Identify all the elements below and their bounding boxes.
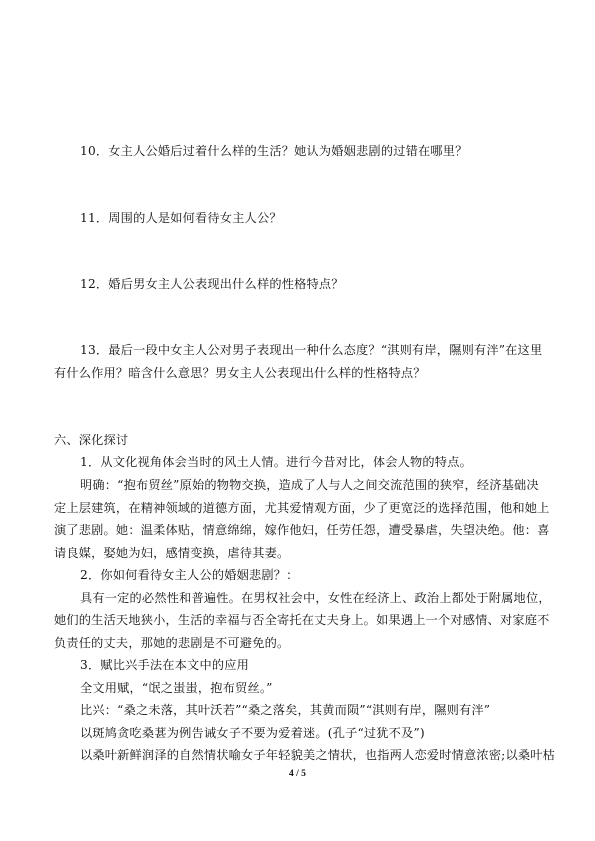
topic-3-line: 全文用赋，“氓之蚩蚩，抱布贸丝。” (80, 681, 273, 695)
topic-3-line: 比兴：“桑之未落，其叶沃若”“桑之落矣，其黄而陨”“淇则有岸，隰则有泮” (80, 703, 491, 717)
question-11: 11．周围的人是如何看待女主人公？ (80, 211, 282, 225)
topic-2-line: 负责任的丈夫，那她的悲剧是不可避免的。 (54, 636, 290, 650)
topic-1-line: 定上层建筑，在精神领域的道德方面，尤其爱情观方面，少了更宽泛的选择范围，他和她上 (54, 501, 550, 515)
page-number: 4 / 5 (289, 769, 306, 779)
section-heading: 六、深化探讨 (54, 433, 129, 447)
topic-3-title: 3．赋比兴手法在本文中的应用 (80, 658, 249, 672)
question-10: 10．女主人公婚后过着什么样的生活？她认为婚姻悲剧的过错在哪里？ (80, 144, 468, 158)
topic-1-line: 明确：“抱布贸丝”原始的物物交换，造成了人与人之间交流范围的狭窄，经济基础决 (80, 478, 539, 492)
topic-3-line: 以桑叶新鲜润泽的自然情状喻女子年轻貌美之情状，也指两人恋爱时情意浓密;以桑叶枯 (80, 748, 556, 762)
question-13-line-1: 13．最后一段中女主人公对男子表现出一种什么态度？“淇则有岸，隰则有泮”在这里 (80, 343, 543, 357)
question-13-line-2: 有什么作用？暗含什么意思？男女主人公表现出什么样的性格特点？ (54, 366, 426, 380)
topic-3-line: 以斑鸠贪吃桑葚为例告诫女子不要为爱着迷。(孔子“过犹不及”) (80, 726, 425, 740)
topic-1-line: 请良媒，娶她为妇，感情变换，虐待其妻。 (54, 546, 290, 560)
topic-1-title: 1．从文化视角体会当时的风土人情。进行今昔对比，体会人物的特点。 (80, 455, 472, 469)
topic-2-line: 她们的生活天地狭小，生活的幸福与否全寄托在丈夫身上。如果遇上一个对感情、对家庭不 (54, 613, 550, 627)
topic-2-line: 具有一定的必然性和普遍性。在男权社会中，女性在经济上、政治上都处于附属地位， (80, 591, 551, 605)
topic-2-title: 2．你如何看待女主人公的婚姻悲剧？： (80, 568, 299, 582)
topic-1-line: 演了悲剧。她：温柔体贴，情意绵绵，嫁作他妇，任劳任怨，遭受暴虐，失望决绝。他：喜 (54, 523, 550, 537)
question-12: 12．婚后男女主人公表现出什么样的性格特点？ (80, 277, 344, 291)
